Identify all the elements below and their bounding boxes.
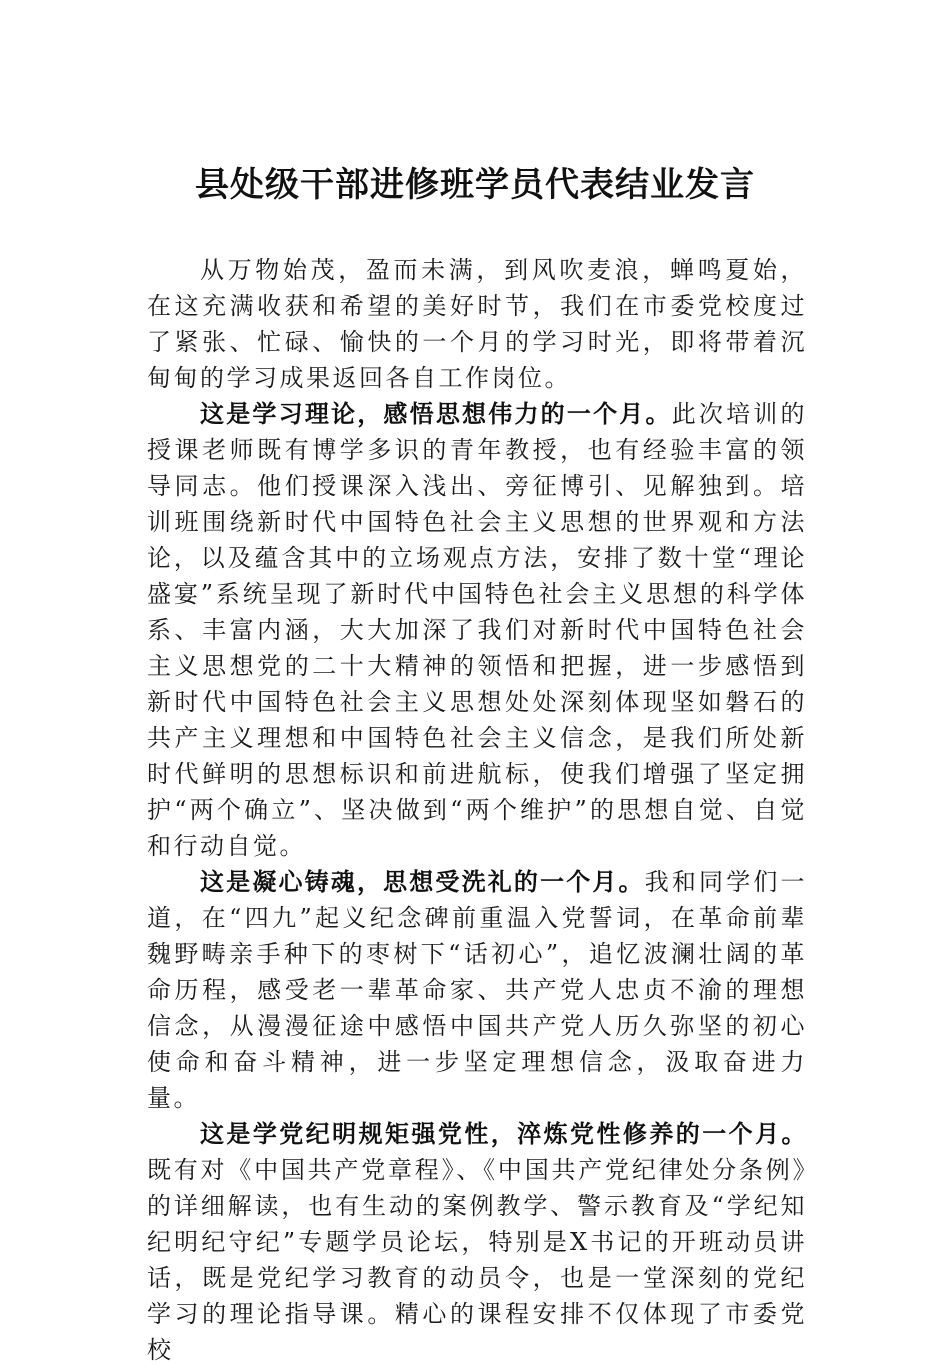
paragraph-theory — [147, 396, 807, 864]
paragraph-text: 此次培训的授课老师既有博学多识的青年教授，也有经验丰富的领导同志。他们授课深入浅出、旁征博引、见解独到。培训班围绕新时代中国特色社会主义思想的世界观和方法论，以及蕴含其中的立场观点方法，安排了数十堂“理论盛宴”系统呈现了新时代中国特色社会主义思想的科学体系、丰富内涵，大大加深了我们对新时代中国特色社会主义思想党的二十大精神的领悟和把握，进一步感悟到新时代中国特色社会主义思想处处深刻体现坚如磐石的共产主义理想和中国特色社会主义信念，是我们所处新时代鲜明的思想标识和前进航标，使我们增强了坚定拥护“两个确立”、坚决做到“两个维护”的思想自觉、自觉和行动自觉。 — [147, 400, 808, 860]
paragraph-lead: 这是学党纪明规矩强党性，淬炼党性修养的一个月。 — [200, 1120, 807, 1148]
paragraph-text: 我和同学们一道，在“四九”起义纪念碑前重温入党誓词，在革命前辈魏野畴亲手种下的枣树下“话初心”，追忆波澜壮阔的革命历程，感受老一辈革命家、共产党人忠贞不渝的理想信念，从漫漫征途中感悟中国共产党人历久弥坚的初心使命和奋斗精神，进一步坚定理想信念，汲取奋进力量。 — [147, 868, 808, 1112]
paragraph-lead: 这是学习理论，感悟思想伟力的一个月。 — [200, 400, 672, 428]
paragraph-intro — [147, 252, 807, 396]
paragraph-text: 从万物始茂，盈而未满，到风吹麦浪，蝉鸣夏始，在这充满收获和希望的美好时节，我们在市委党校度过了紧张、忙碌、愉快的一个月的学习时光，即将带着沉甸甸的学习成果返回各自工作岗位。 — [147, 256, 807, 392]
paragraph-discipline — [147, 1116, 807, 1368]
paragraph-soul — [147, 864, 807, 1116]
document-body — [147, 252, 807, 1368]
document-title: 县处级干部进修班学员代表结业发言 — [195, 165, 755, 205]
paragraph-text: 既有对《中国共产党章程》、《中国共产党纪律处分条例》的详细解读，也有生动的案例教学、警示教育及“学纪知纪明纪守纪”专题学员论坛，特别是X书记的开班动员讲话，既是党纪学习教育的动员令，也是一堂深刻的党纪学习的理论指导课。精心的课程安排不仅体现了市委党校 — [147, 1156, 807, 1364]
paragraph-lead: 这是凝心铸魂，思想受洗礼的一个月。 — [200, 868, 645, 896]
